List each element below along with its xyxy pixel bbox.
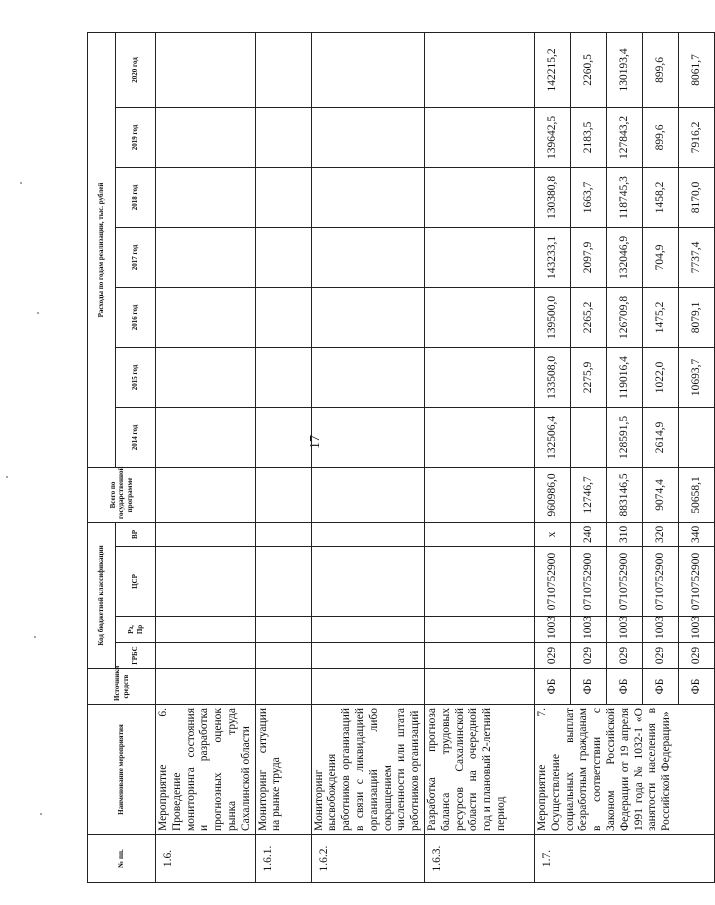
- row-number: 1.7.: [534, 835, 714, 883]
- year-value-cell: [156, 407, 256, 467]
- year-value-cell: 130380,8: [534, 167, 570, 227]
- vr-cell: 310: [606, 522, 642, 546]
- grbs-cell: 029: [678, 643, 714, 669]
- year-value-cell: [156, 347, 256, 407]
- total-cell: 9074,4: [642, 467, 678, 522]
- total-cell: [311, 467, 424, 522]
- total-cell: 50658,1: [678, 467, 714, 522]
- year-value-cell: 1475,2: [642, 287, 678, 347]
- year-value-cell: [255, 347, 311, 407]
- source-cell: [424, 669, 534, 705]
- year-value-cell: [255, 287, 311, 347]
- year-value-cell: [311, 287, 424, 347]
- header-year: 2018 год: [116, 167, 156, 227]
- year-value-cell: [311, 167, 424, 227]
- page-number: 17: [308, 435, 323, 449]
- year-value-cell: [424, 287, 534, 347]
- header-year: 2020 год: [116, 32, 156, 107]
- scan-speck: [37, 312, 39, 314]
- grbs-cell: 029: [534, 643, 570, 669]
- source-cell: ФБ: [678, 669, 714, 705]
- year-value-cell: 132046,9: [606, 227, 642, 287]
- total-cell: [255, 467, 311, 522]
- rzpr-cell: [424, 617, 534, 643]
- grbs-cell: [156, 643, 256, 669]
- grbs-cell: [311, 643, 424, 669]
- year-value-cell: [424, 107, 534, 167]
- year-value-cell: 2183,5: [570, 107, 606, 167]
- header-total: Всего по государственной программе: [88, 467, 156, 522]
- vr-cell: 340: [678, 522, 714, 546]
- header-budget-group: Код бюджетной классификации: [88, 522, 116, 668]
- source-cell: [255, 669, 311, 705]
- year-value-cell: [311, 407, 424, 467]
- scan-speck: [20, 182, 22, 184]
- year-value-cell: 2097,9: [570, 227, 606, 287]
- header-year: 2014 год: [116, 407, 156, 467]
- vr-cell: 320: [642, 522, 678, 546]
- year-value-cell: 143233,1: [534, 227, 570, 287]
- vr-cell: [255, 522, 311, 546]
- scan-speck: [40, 813, 42, 815]
- year-value-cell: [424, 347, 534, 407]
- row-number: 1.6.3.: [424, 835, 534, 883]
- year-value-cell: [156, 107, 256, 167]
- year-value-cell: [255, 107, 311, 167]
- year-value-cell: 10693,7: [678, 347, 714, 407]
- year-value-cell: [424, 167, 534, 227]
- year-value-cell: 8079,1: [678, 287, 714, 347]
- source-cell: ФБ: [606, 669, 642, 705]
- grbs-cell: 029: [606, 643, 642, 669]
- scan-speck: [6, 476, 8, 478]
- measure-name: Мониторинг ситуации на рынке труда: [255, 705, 311, 835]
- year-value-cell: 139642,5: [534, 107, 570, 167]
- csr-cell: [156, 547, 256, 617]
- budget-table-rotated: [87, 33, 702, 883]
- row-number: 1.6.: [156, 835, 256, 883]
- grbs-cell: [424, 643, 534, 669]
- total-cell: 12746,7: [570, 467, 606, 522]
- header-csr: ЦСР: [116, 547, 156, 617]
- year-value-cell: [424, 32, 534, 107]
- csr-cell: [311, 547, 424, 617]
- grbs-cell: 029: [642, 643, 678, 669]
- year-value-cell: [156, 32, 256, 107]
- year-value-cell: [424, 407, 534, 467]
- vr-cell: [311, 522, 424, 546]
- year-value-cell: 2275,9: [570, 347, 606, 407]
- header-year: 2016 год: [116, 287, 156, 347]
- year-value-cell: 2265,2: [570, 287, 606, 347]
- year-value-cell: [424, 227, 534, 287]
- year-value-cell: 8170,0: [678, 167, 714, 227]
- year-value-cell: [678, 407, 714, 467]
- rzpr-cell: [311, 617, 424, 643]
- year-value-cell: [156, 167, 256, 227]
- rzpr-cell: 1003: [642, 617, 678, 643]
- table-row: [424, 32, 534, 882]
- csr-cell: 0710752900: [606, 547, 642, 617]
- year-value-cell: 1663,7: [570, 167, 606, 227]
- total-cell: 883146,5: [606, 467, 642, 522]
- year-value-cell: 132506,4: [534, 407, 570, 467]
- rzpr-cell: 1003: [606, 617, 642, 643]
- header-grbs: ГРБС: [116, 643, 156, 669]
- measure-name: Разработка прогноза баланса трудовых ресурсов Сахалинской области на очередной год и плановый 2-летний период: [424, 705, 534, 835]
- measure-name: Мониторинг высвобождения работников организаций в связи с ликвидацией организаций либо сокращением численности или штата работников организаций: [311, 705, 424, 835]
- year-value-cell: [255, 167, 311, 227]
- rzpr-cell: 1003: [534, 617, 570, 643]
- rzpr-cell: [255, 617, 311, 643]
- row-number: 1.6.1.: [255, 835, 311, 883]
- vr-cell: х: [534, 522, 570, 546]
- source-cell: ФБ: [570, 669, 606, 705]
- header-year: 2015 год: [116, 347, 156, 407]
- header-vr: ВР: [116, 522, 156, 546]
- year-value-cell: [255, 227, 311, 287]
- year-value-cell: 2614,9: [642, 407, 678, 467]
- year-value-cell: 139500,0: [534, 287, 570, 347]
- header-expenses-group: Расходы по годам реализации, тыс. рублей: [88, 32, 116, 467]
- year-value-cell: 142215,2: [534, 32, 570, 107]
- year-value-cell: [311, 227, 424, 287]
- year-value-cell: [311, 107, 424, 167]
- header-no: № пп.: [88, 835, 156, 883]
- header-name: Наименование мероприятия: [88, 705, 156, 835]
- scan-speck: [34, 636, 36, 638]
- table-row: [534, 32, 570, 882]
- rzpr-cell: 1003: [570, 617, 606, 643]
- year-value-cell: 127843,2: [606, 107, 642, 167]
- year-value-cell: [255, 32, 311, 107]
- header-rzpr: Рз, Пр: [116, 617, 156, 643]
- row-number: 1.6.2.: [311, 835, 424, 883]
- header-source: Источники средств: [88, 669, 156, 705]
- year-value-cell: 2260,5: [570, 32, 606, 107]
- vr-cell: [424, 522, 534, 546]
- measure-name: Мероприятие 7. Осуществление социальных выплат безработным гражданам в соответствии с Законом Российской Федерации от 19 апреля 1991 года № 1032-1 «О занятости населения в Российской Федерации»: [534, 705, 714, 835]
- rzpr-cell: 1003: [678, 617, 714, 643]
- year-value-cell: 704,9: [642, 227, 678, 287]
- year-value-cell: 1458,2: [642, 167, 678, 227]
- year-value-cell: 126709,8: [606, 287, 642, 347]
- grbs-cell: 029: [570, 643, 606, 669]
- year-value-cell: [255, 407, 311, 467]
- vr-cell: [156, 522, 256, 546]
- csr-cell: 0710752900: [534, 547, 570, 617]
- year-value-cell: 899,6: [642, 107, 678, 167]
- header-year: 2019 год: [116, 107, 156, 167]
- total-cell: 960986,0: [534, 467, 570, 522]
- csr-cell: 0710752900: [642, 547, 678, 617]
- year-value-cell: [311, 347, 424, 407]
- year-value-cell: [156, 227, 256, 287]
- budget-table: [87, 32, 715, 883]
- year-value-cell: 118745,3: [606, 167, 642, 227]
- year-value-cell: 133508,0: [534, 347, 570, 407]
- year-value-cell: 7916,2: [678, 107, 714, 167]
- csr-cell: [255, 547, 311, 617]
- total-cell: [424, 467, 534, 522]
- year-value-cell: 130193,4: [606, 32, 642, 107]
- year-value-cell: [311, 32, 424, 107]
- source-cell: [156, 669, 256, 705]
- year-value-cell: 128591,5: [606, 407, 642, 467]
- year-value-cell: 119016,4: [606, 347, 642, 407]
- year-value-cell: 8061,7: [678, 32, 714, 107]
- table-row: [156, 32, 256, 882]
- year-value-cell: [156, 287, 256, 347]
- year-value-cell: [570, 407, 606, 467]
- year-value-cell: 899,6: [642, 32, 678, 107]
- source-cell: ФБ: [642, 669, 678, 705]
- csr-cell: [424, 547, 534, 617]
- measure-name: Мероприятие 6. Проведение мониторинга состояния и разработка прогнозных оценок рынка труда Сахалинской области: [156, 705, 256, 835]
- header-year: 2017 год: [116, 227, 156, 287]
- vr-cell: 240: [570, 522, 606, 546]
- year-value-cell: 7737,4: [678, 227, 714, 287]
- table-row: [255, 32, 311, 882]
- year-value-cell: 1022,0: [642, 347, 678, 407]
- source-cell: ФБ: [534, 669, 570, 705]
- total-cell: [156, 467, 256, 522]
- rzpr-cell: [156, 617, 256, 643]
- csr-cell: 0710752900: [678, 547, 714, 617]
- csr-cell: 0710752900: [570, 547, 606, 617]
- source-cell: [311, 669, 424, 705]
- table-row: [311, 32, 424, 882]
- grbs-cell: [255, 643, 311, 669]
